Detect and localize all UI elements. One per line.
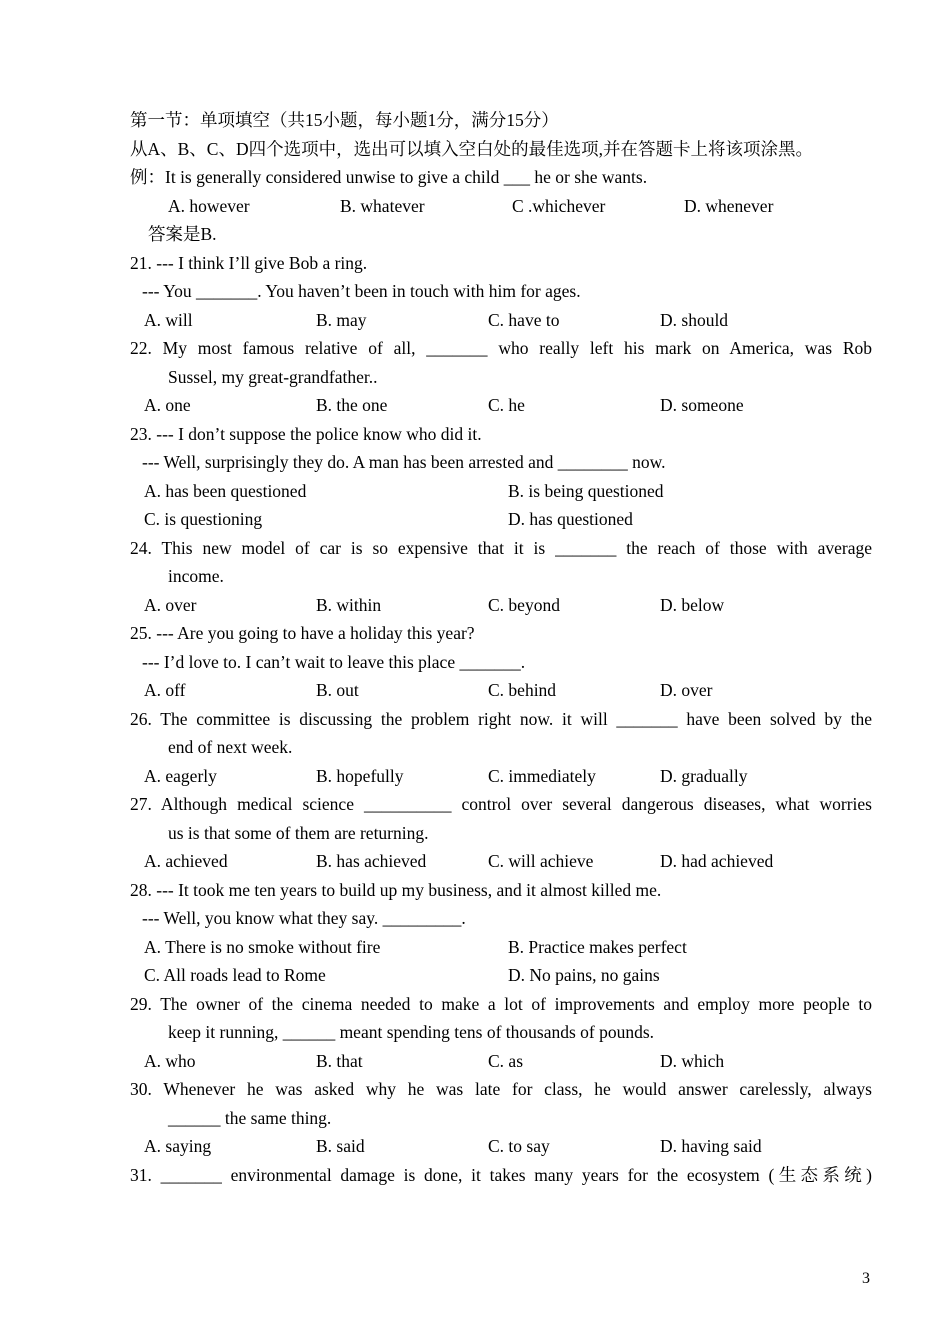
- option: C. have to: [488, 309, 560, 330]
- example-stem: 例：It is generally considered unwise to give a child ___ he or she wants.: [130, 167, 648, 187]
- question-24-line-2: income.: [168, 566, 224, 586]
- option: D. over: [660, 680, 713, 700]
- option: A. over: [144, 594, 197, 615]
- question-27-line-1: 27. Although medical science __________ control over several dangerous diseases, what worries: [130, 794, 872, 814]
- option: B. is being questioned: [508, 480, 664, 501]
- option: D. had achieved: [660, 851, 774, 871]
- question-26-options: [130, 762, 872, 791]
- option: D. should: [660, 309, 729, 330]
- question-28-line-1: 28. --- It took me ten years to build up my business, and it almost killed me.: [130, 879, 662, 900]
- exam-page: [130, 106, 872, 1189]
- question-21-options: [130, 306, 872, 335]
- option: B. hopefully: [316, 765, 404, 786]
- question-26-line-1: 26. The committee is discussing the problem right now. it will _______ have been solved by the: [130, 708, 872, 729]
- section-title: 第一节：单项填空（共15小题，每小题1分，满分15分）: [130, 110, 559, 130]
- option: D. someone: [660, 395, 744, 415]
- question-22-options: [130, 391, 872, 420]
- option: C. to say: [488, 1136, 550, 1156]
- question-23-options-row-2: [130, 505, 872, 534]
- question-28-options-row-1: [130, 933, 872, 962]
- question-31-line-1: 31. _______ environmental damage is done, it takes many years for the ecosystem (生态系统): [130, 1164, 872, 1185]
- option: A. has been questioned: [144, 480, 307, 501]
- option: A. who: [144, 1050, 196, 1071]
- option: B. has achieved: [316, 851, 427, 871]
- page-number: 3: [862, 1270, 870, 1287]
- option: B. may: [316, 309, 367, 330]
- question-30-line-1: 30. Whenever he was asked why he was late for class, he would answer carelessly, always: [130, 1079, 872, 1099]
- question-22-line-1: 22. My most famous relative of all, _______ who really left his mark on America, was Rob: [130, 338, 872, 358]
- option: D. whenever: [684, 195, 774, 216]
- question-30-line-2: ______ the same thing.: [168, 1107, 332, 1128]
- option: C. behind: [488, 680, 557, 700]
- option: A. off: [144, 680, 186, 700]
- question-21-line-2: --- You _______. You haven’t been in touch with him for ages.: [142, 281, 581, 301]
- option: A. will: [144, 309, 193, 330]
- option: C. as: [488, 1050, 523, 1071]
- question-23-line-2: --- Well, surprisingly they do. A man has been arrested and ________ now.: [142, 452, 666, 472]
- question-25-options: [130, 676, 872, 705]
- question-29-line-1: 29. The owner of the cinema needed to make a lot of improvements and employ more people to: [130, 993, 872, 1014]
- option: C. All roads lead to Rome: [144, 965, 326, 985]
- option: C. beyond: [488, 594, 560, 615]
- option: B. within: [316, 594, 382, 615]
- question-21-line-1: 21. --- I think I’ll give Bob a ring.: [130, 252, 368, 273]
- section-instruction: 从A、B、C、D四个选项中，选出可以填入空白处的最佳选项,并在答题卡上将该项涂黑。: [130, 138, 813, 159]
- option: D. which: [660, 1050, 725, 1071]
- option: D. having said: [660, 1136, 762, 1156]
- option: C .whichever: [512, 195, 606, 216]
- option: A. one: [144, 395, 191, 415]
- question-29-options: [130, 1047, 872, 1076]
- question-27-line-2: us is that some of them are returning.: [168, 822, 429, 843]
- option: B. out: [316, 680, 359, 700]
- question-26-line-2: end of next week.: [168, 737, 293, 757]
- option: D. gradually: [660, 765, 748, 786]
- example-answer: 答案是B.: [148, 224, 217, 244]
- option: B. said: [316, 1136, 365, 1156]
- option: C. immediately: [488, 765, 596, 786]
- option: C. will achieve: [488, 851, 594, 871]
- option: A. however: [168, 195, 250, 216]
- question-27-options: [130, 847, 872, 876]
- question-25-line-1: 25. --- Are you going to have a holiday this year?: [130, 623, 475, 643]
- question-24-line-1: 24. This new model of car is so expensive that it is _______ the reach of those with average: [130, 537, 872, 558]
- option: C. is questioning: [144, 509, 263, 529]
- option: B. Practice makes perfect: [508, 936, 687, 957]
- example-options: [130, 192, 872, 221]
- question-28-line-2: --- Well, you know what they say. _________.: [142, 908, 466, 928]
- option: D. No pains, no gains: [508, 965, 660, 985]
- option: D. has questioned: [508, 509, 633, 529]
- option: A. achieved: [144, 851, 228, 871]
- option: B. that: [316, 1050, 363, 1071]
- question-23-line-1: 23. --- I don’t suppose the police know who did it.: [130, 423, 482, 444]
- question-30-options: [130, 1132, 872, 1161]
- question-25-line-2: --- I’d love to. I can’t wait to leave this place _______.: [142, 651, 526, 672]
- question-29-line-2: keep it running, ______ meant spending tens of thousands of pounds.: [168, 1022, 655, 1042]
- option: B. the one: [316, 395, 388, 415]
- option: B. whatever: [340, 195, 425, 216]
- question-24-options: [130, 591, 872, 620]
- option: A. There is no smoke without fire: [144, 936, 381, 957]
- option: C. he: [488, 395, 525, 415]
- option: D. below: [660, 594, 725, 615]
- question-23-options-row-1: [130, 477, 872, 506]
- question-28-options-row-2: [130, 961, 872, 990]
- question-22-line-2: Sussel, my great-grandfather..: [168, 366, 378, 387]
- option: A. eagerly: [144, 765, 217, 786]
- option: A. saying: [144, 1136, 212, 1156]
